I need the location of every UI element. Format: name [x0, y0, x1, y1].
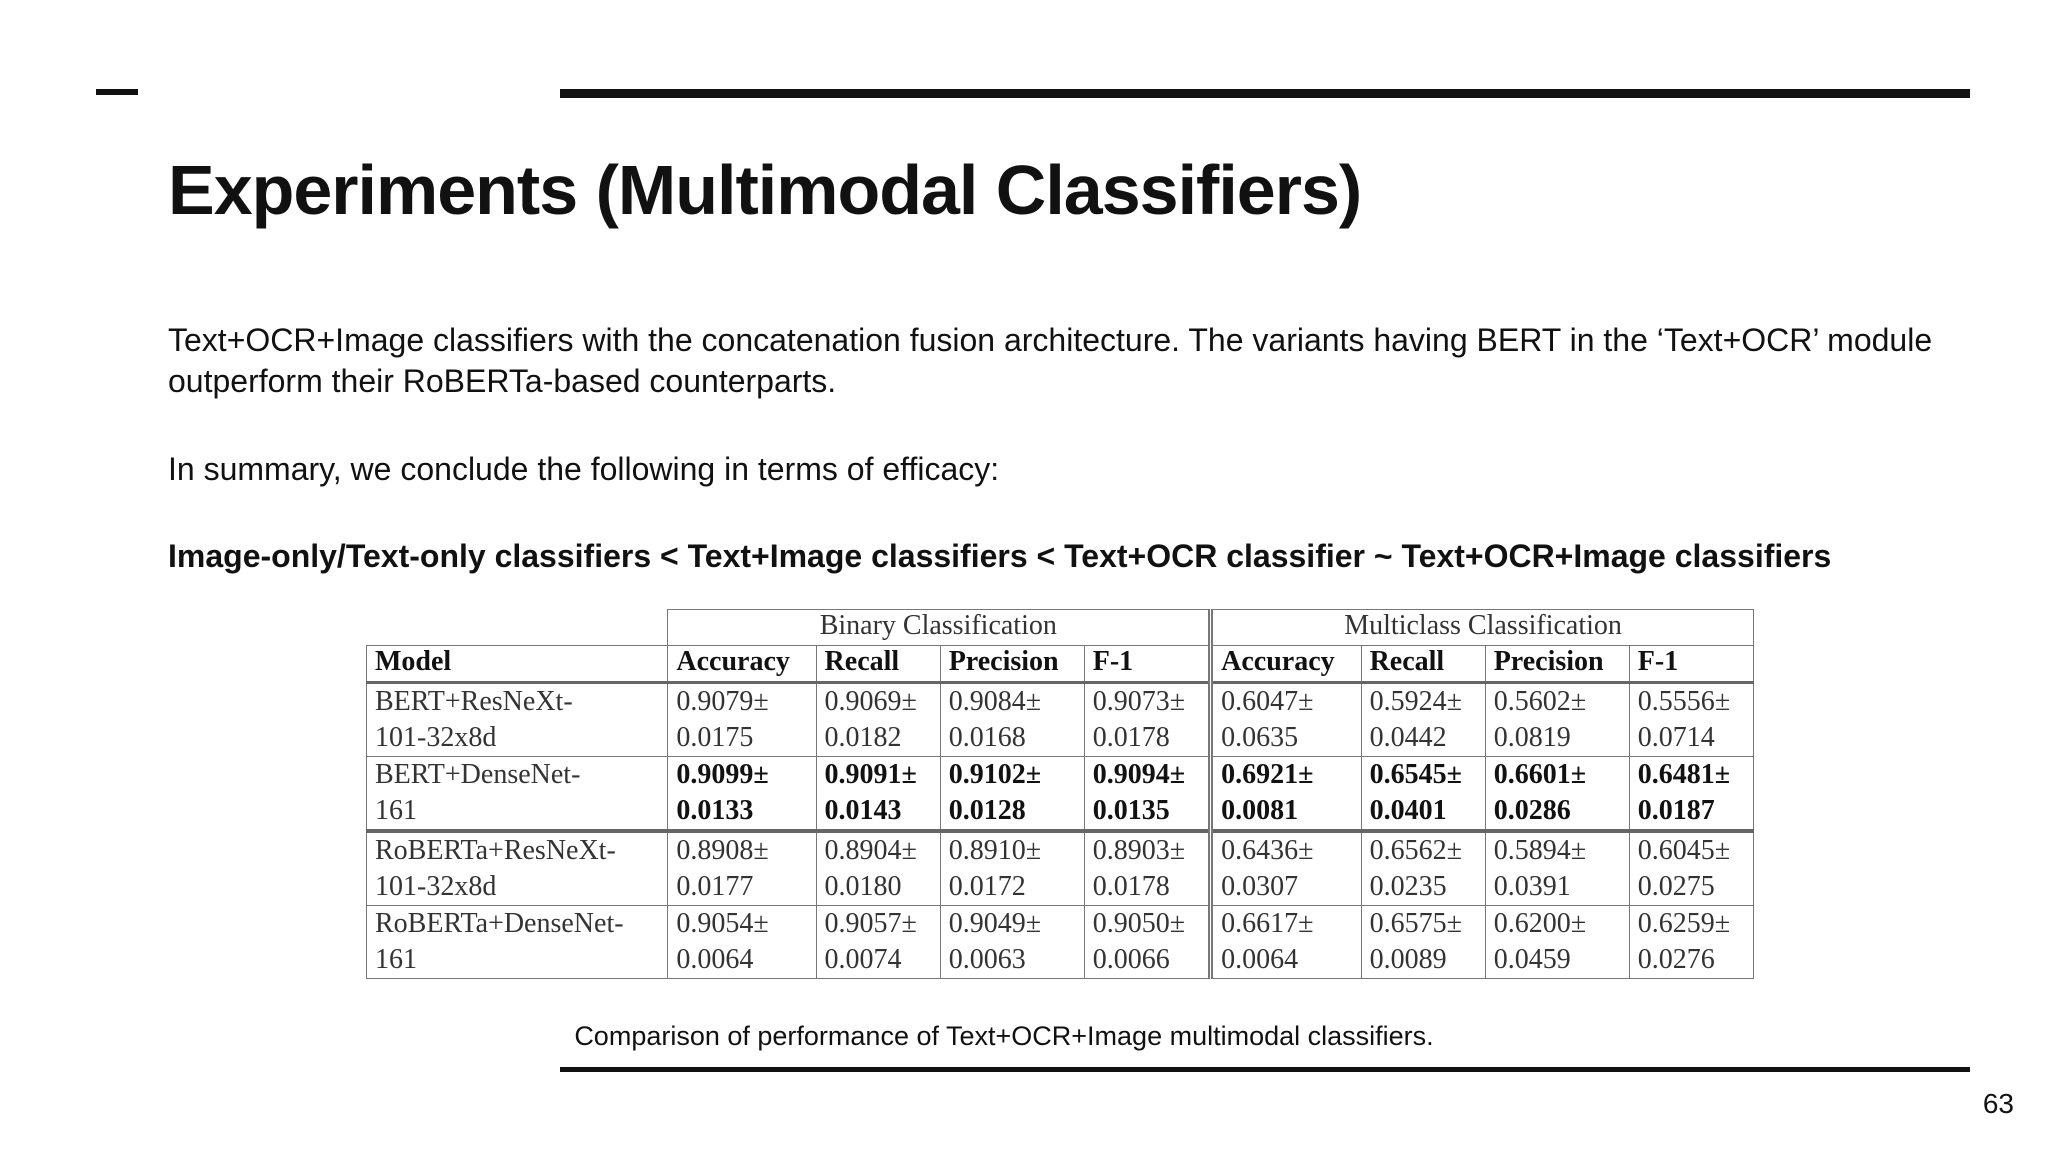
- metric-cell-best: 0.9102± 0.0128: [940, 757, 1084, 832]
- metric-cell: 0.5924± 0.0442: [1361, 683, 1485, 757]
- column-header: F-1: [1629, 646, 1753, 683]
- metric-cell: 0.5556± 0.0714: [1629, 683, 1753, 757]
- metric-cell: 0.9069± 0.0182: [816, 683, 940, 757]
- metric-cell: 0.8903± 0.0178: [1084, 831, 1210, 906]
- group-header-row: [367, 610, 1754, 646]
- metric-cell-best: 0.6601± 0.0286: [1485, 757, 1629, 832]
- metric-cell: 0.6200± 0.0459: [1485, 906, 1629, 979]
- table-row: [367, 831, 1754, 906]
- metric-cell: 0.8904± 0.0180: [816, 831, 940, 906]
- column-header: Accuracy: [668, 646, 816, 683]
- summary-intro: In summary, we conclude the following in terms of efficacy:: [168, 451, 1000, 487]
- metric-cell: 0.5894± 0.0391: [1485, 831, 1629, 906]
- column-header: Recall: [816, 646, 940, 683]
- model-name-cell: BERT+DenseNet- 161: [367, 757, 668, 832]
- metric-cell: 0.9073± 0.0178: [1084, 683, 1210, 757]
- metric-cell-best: 0.9094± 0.0135: [1084, 757, 1210, 832]
- table-row: [367, 757, 1754, 832]
- column-header: Model: [367, 646, 668, 683]
- metric-cell: 0.9057± 0.0074: [816, 906, 940, 979]
- table-row: [367, 906, 1754, 979]
- column-header: Recall: [1361, 646, 1485, 683]
- description-paragraph: Text+OCR+Image classifiers with the concatenation fusion architecture. The variants having BERT in the ‘Text+OCR’ module outperform their RoBERTa-based counterparts.: [168, 322, 1933, 399]
- metric-cell: 0.6575± 0.0089: [1361, 906, 1485, 979]
- metric-cell-best: 0.9091± 0.0143: [816, 757, 940, 832]
- metric-cell: 0.9054± 0.0064: [668, 906, 816, 979]
- top-rule: [560, 89, 1970, 98]
- efficacy-ordering: Image-only/Text-only classifiers < Text+Image classifiers < Text+OCR classifier ~ Text+OCR+Image classifiers: [168, 538, 1832, 574]
- metric-cell-best: 0.6481± 0.0187: [1629, 757, 1753, 832]
- metric-cell: 0.9079± 0.0175: [668, 683, 816, 757]
- metric-cell: 0.6047± 0.0635: [1211, 683, 1361, 757]
- model-name-cell: RoBERTa+DenseNet- 161: [367, 906, 668, 979]
- results-table: [366, 609, 1754, 979]
- slide-dash-mark: [96, 89, 138, 95]
- metric-cell: 0.8908± 0.0177: [668, 831, 816, 906]
- metric-cell: 0.9049± 0.0063: [940, 906, 1084, 979]
- metric-cell: 0.5602± 0.0819: [1485, 683, 1629, 757]
- model-name-cell: RoBERTa+ResNeXt- 101-32x8d: [367, 831, 668, 906]
- metric-cell-best: 0.6921± 0.0081: [1211, 757, 1361, 832]
- table-row: [367, 683, 1754, 757]
- metric-cell: 0.9050± 0.0066: [1084, 906, 1210, 979]
- group-header-binary: Binary Classification: [668, 610, 1211, 646]
- metric-cell: 0.6436± 0.0307: [1211, 831, 1361, 906]
- metric-cell-best: 0.9099± 0.0133: [668, 757, 816, 832]
- metric-cell: 0.6562± 0.0235: [1361, 831, 1485, 906]
- metric-cell: 0.9084± 0.0168: [940, 683, 1084, 757]
- metric-cell: 0.6259± 0.0276: [1629, 906, 1753, 979]
- slide-title: Experiments (Multimodal Classifiers): [168, 151, 1362, 229]
- page-number: 63: [1982, 1088, 2014, 1119]
- table-caption-text: Comparison of performance of Text+OCR+Image multimodal classifiers.: [574, 1021, 1434, 1051]
- bottom-rule: [560, 1067, 1970, 1072]
- metric-cell-best: 0.6545± 0.0401: [1361, 757, 1485, 832]
- model-name-cell: BERT+ResNeXt- 101-32x8d: [367, 683, 668, 757]
- column-header-row: [367, 646, 1754, 683]
- metric-cell: 0.6045± 0.0275: [1629, 831, 1753, 906]
- column-header: Precision: [940, 646, 1084, 683]
- column-header: Accuracy: [1211, 646, 1361, 683]
- column-header: Precision: [1485, 646, 1629, 683]
- table-caption: [0, 1021, 2048, 1052]
- metric-cell: 0.6617± 0.0064: [1211, 906, 1361, 979]
- metric-cell: 0.8910± 0.0172: [940, 831, 1084, 906]
- group-header-multiclass: Multiclass Classification: [1211, 610, 1754, 646]
- column-header: F-1: [1084, 646, 1210, 683]
